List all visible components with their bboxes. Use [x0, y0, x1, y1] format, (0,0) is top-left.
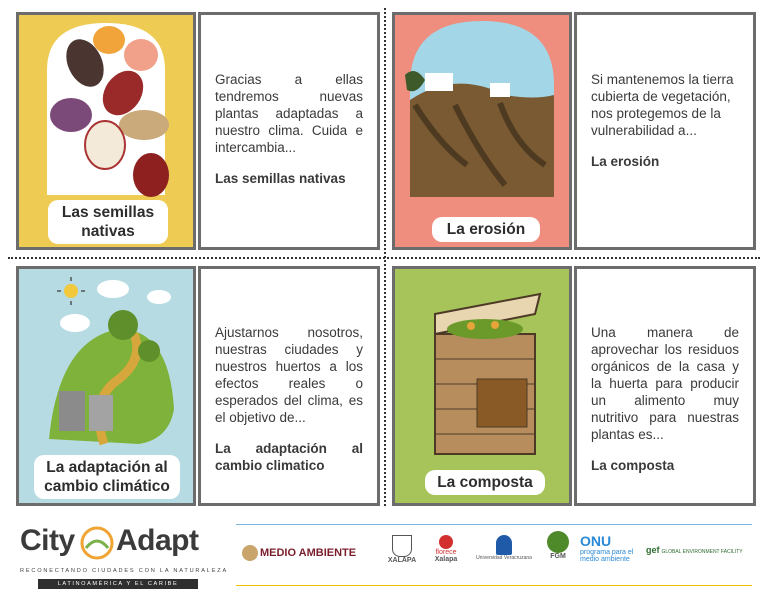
- florece-xalapa-logo: [424, 535, 468, 563]
- florece-text: florece: [435, 549, 457, 556]
- adaptation-text-card: [198, 266, 380, 506]
- butterfly-icon: [547, 531, 569, 553]
- universidad-logo: [474, 535, 534, 561]
- seeds-clue-text: Gracias a ellas tendremos nuevas plantas adaptadas a nuestro clima. Cuida e intercambia...: [215, 72, 363, 155]
- cityadapt-logo: [8, 518, 228, 590]
- compost-label: La composta: [425, 470, 545, 495]
- xalapa-text: XALAPA: [387, 557, 417, 564]
- onu-text-2: programa para el: [580, 549, 634, 556]
- erosion-image-panel: [392, 12, 572, 250]
- seeds-label: Las semillas nativas: [48, 200, 168, 244]
- adaptation-label: La adaptación al cambio climático: [34, 455, 180, 499]
- shield-icon: [392, 535, 412, 557]
- adaptation-clue-text: Ajustarnos nosotros, nuestras ciudades y nuestros huertos a los efectos reales o esperados del clima, es el objetivo de...: [215, 325, 363, 425]
- footer: [0, 512, 768, 594]
- erosion-answer: La erosión: [591, 154, 660, 169]
- fgm-text: FGM: [550, 553, 566, 560]
- flor-de-lis-icon: [496, 535, 512, 555]
- erosion-text-card: [574, 12, 756, 250]
- cut-line-vertical: [384, 8, 386, 506]
- flower-icon: [439, 535, 453, 549]
- erosion-clue-text: Si mantenemos la tierra cubierta de vegetación, nos protegemos de la vulnerabilidad a...: [591, 72, 734, 138]
- cityadapt-wordmark-left: City: [20, 524, 75, 557]
- xalapa-logo: [384, 535, 420, 564]
- seeds-answer: Las semillas nativas: [215, 171, 346, 186]
- medio-ambiente-logo: [242, 545, 382, 561]
- erosion-illustration: [395, 15, 569, 247]
- compost-text-card: [574, 266, 756, 506]
- universidad-text: Universidad Veracruzana: [476, 555, 532, 561]
- compost-answer: La composta: [591, 458, 675, 473]
- seal-icon: [242, 545, 258, 561]
- adaptation-answer: La adaptación al cambio climatico: [215, 441, 363, 473]
- erosion-label: La erosión: [432, 217, 540, 242]
- compost-illustration: [395, 269, 569, 503]
- fgm-logo: [538, 531, 578, 560]
- onu-logo: [580, 533, 642, 563]
- medio-ambiente-text: MEDIO AMBIENTE: [259, 547, 357, 559]
- cityadapt-wordmark-right: Adapt: [116, 524, 199, 557]
- onu-text: ONU: [580, 533, 612, 549]
- compost-clue-text: Una manera de aprovechar los residuos orgánicos de la casa y la huerta para producir un alimento muy nutritivo para nuestras plantas es...: [591, 325, 739, 442]
- seeds-text-card: [198, 12, 380, 250]
- onu-text-3: medio ambiente: [580, 556, 630, 563]
- gef-text: gef: [646, 545, 660, 555]
- sponsor-logos: [236, 524, 752, 586]
- cityadapt-region: LATINOAMÉRICA Y EL CARIBE: [38, 579, 198, 589]
- gef-full-text: GLOBAL ENVIRONMENT FACILITY: [661, 549, 743, 555]
- cityadapt-tagline: RECONECTANDO CIUDADES CON LA NATURALEZA: [20, 568, 228, 574]
- cityadapt-globe-icon: [80, 526, 114, 560]
- florece-xalapa-text: Xalapa: [434, 556, 458, 563]
- gef-logo: [646, 545, 752, 555]
